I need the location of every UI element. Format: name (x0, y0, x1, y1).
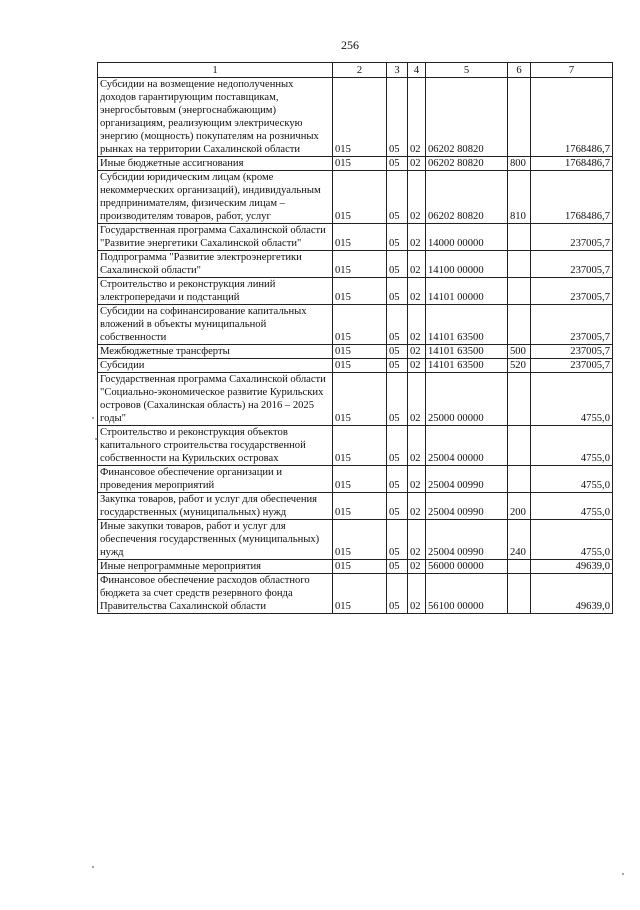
amount: 1768486,7 (531, 171, 613, 224)
section-code: 05 (387, 426, 408, 466)
amount: 237005,7 (531, 278, 613, 305)
row-name: Иные непрограммные мероприятия (98, 560, 333, 574)
amount: 49639,0 (531, 574, 613, 614)
table-row (98, 345, 613, 359)
header-col-1: 1 (98, 63, 333, 78)
ministry-code: 015 (333, 574, 387, 614)
header-col-3: 3 (387, 63, 408, 78)
scan-speck (95, 438, 97, 440)
section-code: 05 (387, 493, 408, 520)
row-name: Строительство и реконструкция объектов капитального строительства государственной собственности на Курильских островах (98, 426, 333, 466)
subsection-code: 02 (408, 305, 426, 345)
subsection-code: 02 (408, 426, 426, 466)
amount: 1768486,7 (531, 157, 613, 171)
ministry-code: 015 (333, 345, 387, 359)
ministry-code: 015 (333, 157, 387, 171)
target-article: 25004 00000 (426, 426, 508, 466)
expense-type (508, 560, 531, 574)
target-article: 06202 80820 (426, 171, 508, 224)
ministry-code: 015 (333, 224, 387, 251)
expense-type (508, 426, 531, 466)
table-row (98, 157, 613, 171)
target-article: 25004 00990 (426, 520, 508, 560)
target-article: 06202 80820 (426, 78, 508, 157)
page-number: 256 (341, 38, 359, 52)
ministry-code: 015 (333, 520, 387, 560)
table-row (98, 426, 613, 466)
expense-type: 200 (508, 493, 531, 520)
section-code: 05 (387, 224, 408, 251)
amount: 4755,0 (531, 520, 613, 560)
amount: 237005,7 (531, 359, 613, 373)
table-row (98, 466, 613, 493)
ministry-code: 015 (333, 305, 387, 345)
section-code: 05 (387, 574, 408, 614)
amount: 237005,7 (531, 305, 613, 345)
target-article: 06202 80820 (426, 157, 508, 171)
section-code: 05 (387, 251, 408, 278)
row-name: Государственная программа Сахалинской области "Развитие энергетики Сахалинской области" (98, 224, 333, 251)
subsection-code: 02 (408, 520, 426, 560)
ministry-code: 015 (333, 359, 387, 373)
ministry-code: 015 (333, 78, 387, 157)
ministry-code: 015 (333, 493, 387, 520)
subsection-code: 02 (408, 78, 426, 157)
target-article: 56100 00000 (426, 574, 508, 614)
target-article: 14101 63500 (426, 305, 508, 345)
subsection-code: 02 (408, 278, 426, 305)
expense-type (508, 574, 531, 614)
target-article: 14101 63500 (426, 345, 508, 359)
table-row (98, 493, 613, 520)
subsection-code: 02 (408, 224, 426, 251)
table-row (98, 171, 613, 224)
section-code: 05 (387, 278, 408, 305)
target-article: 25000 00000 (426, 373, 508, 426)
ministry-code: 015 (333, 278, 387, 305)
amount: 4755,0 (531, 493, 613, 520)
table-row (98, 224, 613, 251)
target-article: 56000 00000 (426, 560, 508, 574)
row-name: Субсидии (98, 359, 333, 373)
ministry-code: 015 (333, 466, 387, 493)
table-row (98, 251, 613, 278)
subsection-code: 02 (408, 171, 426, 224)
amount: 237005,7 (531, 251, 613, 278)
target-article: 25004 00990 (426, 466, 508, 493)
table-row (98, 359, 613, 373)
row-name: Государственная программа Сахалинской области "Социально-экономическое развитие Курильских островов (Сахалинская область) на 2016 – 2025 годы" (98, 373, 333, 426)
amount: 1768486,7 (531, 78, 613, 157)
subsection-code: 02 (408, 345, 426, 359)
subsection-code: 02 (408, 359, 426, 373)
ministry-code: 015 (333, 373, 387, 426)
row-name: Межбюджетные трансферты (98, 345, 333, 359)
target-article: 14101 00000 (426, 278, 508, 305)
header-col-4: 4 (408, 63, 426, 78)
subsection-code: 02 (408, 493, 426, 520)
expense-type: 520 (508, 359, 531, 373)
row-name: Строительство и реконструкция линий электропередачи и подстанций (98, 278, 333, 305)
table-row (98, 305, 613, 345)
section-code: 05 (387, 520, 408, 560)
scan-speck (622, 873, 624, 875)
amount: 4755,0 (531, 426, 613, 466)
section-code: 05 (387, 305, 408, 345)
expense-type (508, 466, 531, 493)
amount: 4755,0 (531, 466, 613, 493)
header-col-5: 5 (426, 63, 508, 78)
table-row (98, 373, 613, 426)
row-name: Финансовое обеспечение расходов областного бюджета за счет средств резервного фонда Правительства Сахалинской области (98, 574, 333, 614)
section-code: 05 (387, 359, 408, 373)
section-code: 05 (387, 345, 408, 359)
target-article: 14101 63500 (426, 359, 508, 373)
target-article: 14100 00000 (426, 251, 508, 278)
amount: 4755,0 (531, 373, 613, 426)
ministry-code: 015 (333, 426, 387, 466)
expense-type (508, 224, 531, 251)
expense-type (508, 278, 531, 305)
table-row (98, 278, 613, 305)
subsection-code: 02 (408, 373, 426, 426)
row-name: Иные закупки товаров, работ и услуг для обеспечения государственных (муниципальных) нужд (98, 520, 333, 560)
table-row (98, 574, 613, 614)
header-col-2: 2 (333, 63, 387, 78)
row-name: Подпрограмма "Развитие электроэнергетики Сахалинской области" (98, 251, 333, 278)
expense-type (508, 305, 531, 345)
table-row (98, 78, 613, 157)
row-name: Субсидии юридическим лицам (кроме некоммерческих организаций), индивидуальным предпринимателям, физическим лицам – производителям товаров, работ, услуг (98, 171, 333, 224)
row-name: Финансовое обеспечение организации и проведения мероприятий (98, 466, 333, 493)
amount: 49639,0 (531, 560, 613, 574)
section-code: 05 (387, 560, 408, 574)
expense-type (508, 251, 531, 278)
subsection-code: 02 (408, 574, 426, 614)
section-code: 05 (387, 171, 408, 224)
section-code: 05 (387, 466, 408, 493)
row-name: Субсидии на софинансирование капитальных вложений в объекты муниципальной собственности (98, 305, 333, 345)
section-code: 05 (387, 373, 408, 426)
expense-type: 800 (508, 157, 531, 171)
ministry-code: 015 (333, 560, 387, 574)
scan-speck (92, 866, 94, 868)
expense-type (508, 373, 531, 426)
amount: 237005,7 (531, 224, 613, 251)
row-name: Субсидии на возмещение недополученных доходов гарантирующим поставщикам, энергосбытовым (энергоснабжающим) организациям, реализующим электрическую энергию (мощность) покупателям на розничных рынках на территории Сахалинской области (98, 78, 333, 157)
expense-type: 810 (508, 171, 531, 224)
budget-table (97, 62, 613, 614)
ministry-code: 015 (333, 251, 387, 278)
subsection-code: 02 (408, 466, 426, 493)
section-code: 05 (387, 157, 408, 171)
header-col-6: 6 (508, 63, 531, 78)
target-article: 14000 00000 (426, 224, 508, 251)
expense-type: 500 (508, 345, 531, 359)
subsection-code: 02 (408, 157, 426, 171)
header-col-7: 7 (531, 63, 613, 78)
table-row (98, 560, 613, 574)
row-name: Иные бюджетные ассигнования (98, 157, 333, 171)
section-code: 05 (387, 78, 408, 157)
row-name: Закупка товаров, работ и услуг для обеспечения государственных (муниципальных) нужд (98, 493, 333, 520)
target-article: 25004 00990 (426, 493, 508, 520)
expense-type (508, 78, 531, 157)
ministry-code: 015 (333, 171, 387, 224)
table-row (98, 520, 613, 560)
subsection-code: 02 (408, 251, 426, 278)
header-row (98, 63, 613, 78)
amount: 237005,7 (531, 345, 613, 359)
subsection-code: 02 (408, 560, 426, 574)
scan-speck (92, 417, 94, 419)
expense-type: 240 (508, 520, 531, 560)
